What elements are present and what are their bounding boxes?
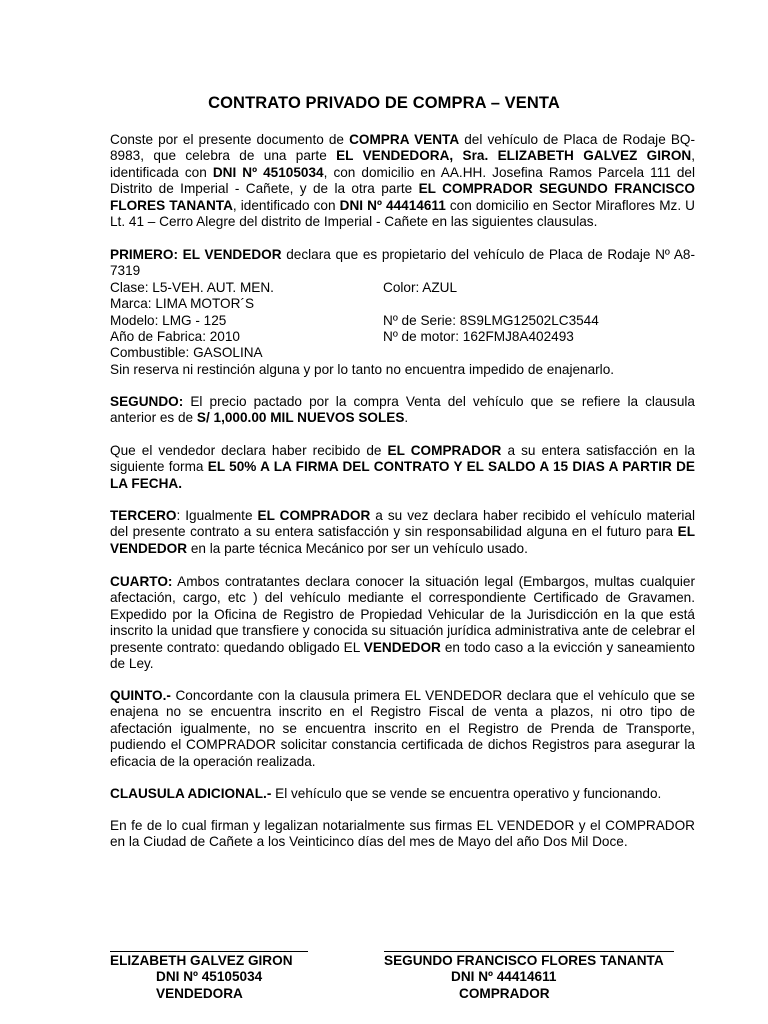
clause-text: Concordante con la clausula primera EL VENDEDOR declara que el vehículo que se enajena no se encuentra inscrito en el Registro Fiscal de venta a plazos, ni otro tipo de afectación igualmente, no se encuentra inscrito en el Registro de Prenda de Transporte, pudiendo el COMPRADOR solicitar constancia certificada de dichos Registros para asegurar la eficacia de la operación realizada. <box>110 688 695 769</box>
intro-bold: COMPRA VENTA <box>349 132 460 147</box>
clause-text: en todo caso a la evicción y saneamiento de Ley. <box>110 639 695 672</box>
buyer-dni: DNI Nº 44414611 <box>339 197 446 213</box>
clause-text: : Igualmente <box>176 508 258 523</box>
clause-text: a su entera satisfacción en la siguiente forma <box>110 443 695 475</box>
clause-bold: EL VENDEDOR <box>110 524 695 556</box>
vehicle-model: Modelo: LMG - 125 <box>110 312 227 328</box>
buyer-signature-block <box>384 953 664 1002</box>
document-title: CONTRATO PRIVADO DE COMPRA – VENTA <box>208 94 560 112</box>
clause-heading: CLAUSULA ADICIONAL.- <box>110 786 272 801</box>
closing-paragraph <box>110 818 695 851</box>
clause-heading: QUINTO.- <box>110 688 171 703</box>
intro-text: Conste por el presente documento de <box>110 132 350 147</box>
seller-signature-name: ELIZABETH GALVEZ GIRON <box>110 953 293 968</box>
buyer-signature-line <box>384 951 674 952</box>
seller-dni: DNI Nº 45105034 <box>212 164 324 180</box>
intro-text: con domicilio en Sector Miraflores Mz. U Lt. 41 – Cerro Alegre del distrito de Imperial - Cañete en las siguientes clausulas. <box>110 197 696 230</box>
vehicle-engine: Nº de motor: 162FMJ8A402493 <box>383 329 574 345</box>
clause-adicional <box>110 786 695 802</box>
intro-text: , identificado con <box>232 197 340 213</box>
buyer-signature-dni: DNI Nº 44414611 <box>451 969 557 985</box>
vehicle-brand: Marca: LIMA MOTOR´S <box>110 296 255 312</box>
vehicle-row <box>110 313 695 329</box>
seller-signature-line <box>110 951 308 952</box>
clause-segundo <box>110 394 695 427</box>
clause-tercero <box>110 508 695 557</box>
vehicle-serial: Nº de Serie: 8S9LMG12502LC3544 <box>383 312 599 328</box>
clause-bold: EL COMPRADOR <box>387 443 502 458</box>
price: S/ 1,000.00 MIL NUEVOS SOLES <box>196 410 405 426</box>
clause-text: El vehículo que se vende se encuentra operativo y funcionando. <box>271 786 662 801</box>
clause-text: El precio pactado por la compra Venta del vehículo que se refiere la clausula anterior es de <box>110 394 695 426</box>
clause-text: a su vez declara haber recibido el vehículo material del presente contrato a su entera satisfacción y sin responsabilidad alguna en el futuro para <box>110 508 695 540</box>
clause-text: Ambos contratantes declara conocer la situación legal (Embargos, multas cualquier afectación, cargo, etc ) del vehículo mediante el correspondiente Certificado de Gravamen. Expedido por la Oficina de Registro de Propiedad Vehicular de la Jurisdicción en la que está inscrito la unidad que transfiere y conocida su situación jurídica administrativa ante de celebrar el presente contrato: quedando obligado EL <box>110 574 695 655</box>
clause-bold: VENDEDOR <box>363 639 441 655</box>
intro-paragraph <box>110 132 695 230</box>
clause-heading: TERCERO <box>110 508 177 523</box>
payment-terms: EL 50% A LA FIRMA DEL CONTRATO Y EL SALDO A 15 DIAS A PARTIR DE LA FECHA. <box>110 459 696 491</box>
seller-signature-dni: DNI Nº 45105034 <box>156 969 263 985</box>
seller-signature-block <box>110 953 293 1002</box>
intro-text: , identificada con <box>110 148 695 180</box>
clause-text: en la parte técnica Mecánico por ser un vehículo usado. <box>187 540 528 556</box>
clause-text: . <box>404 410 409 426</box>
clause-heading: SEGUNDO: <box>110 394 184 409</box>
clause-text: Que el vendedor declara haber recibido de <box>110 443 388 458</box>
vehicle-row <box>110 329 695 345</box>
buyer-signature-role: COMPRADOR <box>459 985 550 1001</box>
closing-text: En fe de lo cual firman y legalizan notarialmente sus firmas EL VENDEDOR y el COMPRADOR en la Ciudad de Cañete a los Veinticinco días del mes de Mayo del año Dos Mil Doce. <box>110 818 695 850</box>
clause-text: Sin reserva ni restinción alguna y por lo tanto no encuentra impedido de enajenarlo. <box>110 361 615 377</box>
clause-heading: PRIMERO: EL VENDEDOR <box>110 247 282 262</box>
vehicle-color: Color: AZUL <box>383 279 458 295</box>
intro-text: del vehículo de Placa de Rodaje BQ-8983, que celebra de una parte <box>110 132 696 164</box>
clause-bold: EL COMPRADOR <box>257 508 371 523</box>
seller-signature-role: VENDEDORA <box>156 985 243 1001</box>
clause-heading: CUARTO: <box>110 574 173 589</box>
vehicle-row <box>110 280 695 296</box>
clause-text: declara que es propietario del vehículo de Placa de Rodaje Nº A8-7319 <box>110 247 695 279</box>
intro-text: , con domicilio en AA.HH. Josefina Ramos Parcela 111 del Distrito de Imperial - Cañete, y de la otra parte <box>110 164 695 197</box>
clause-primero <box>110 247 695 378</box>
clause-quinto <box>110 688 695 770</box>
vehicle-class: Clase: L5-VEH. AUT. MEN. <box>110 279 274 295</box>
payment-paragraph <box>110 443 695 492</box>
vehicle-year: Año de Fabrica: 2010 <box>110 329 240 345</box>
buyer-name: EL COMPRADOR SEGUNDO FRANCISCO FLORES TANANTA <box>110 181 695 213</box>
buyer-signature-name: SEGUNDO FRANCISCO FLORES TANANTA <box>384 953 664 968</box>
seller-name: EL VENDEDORA, Sra. ELIZABETH GALVEZ GIRON <box>336 148 692 164</box>
clause-cuarto <box>110 574 695 672</box>
vehicle-fuel: Combustible: GASOLINA <box>110 345 263 361</box>
